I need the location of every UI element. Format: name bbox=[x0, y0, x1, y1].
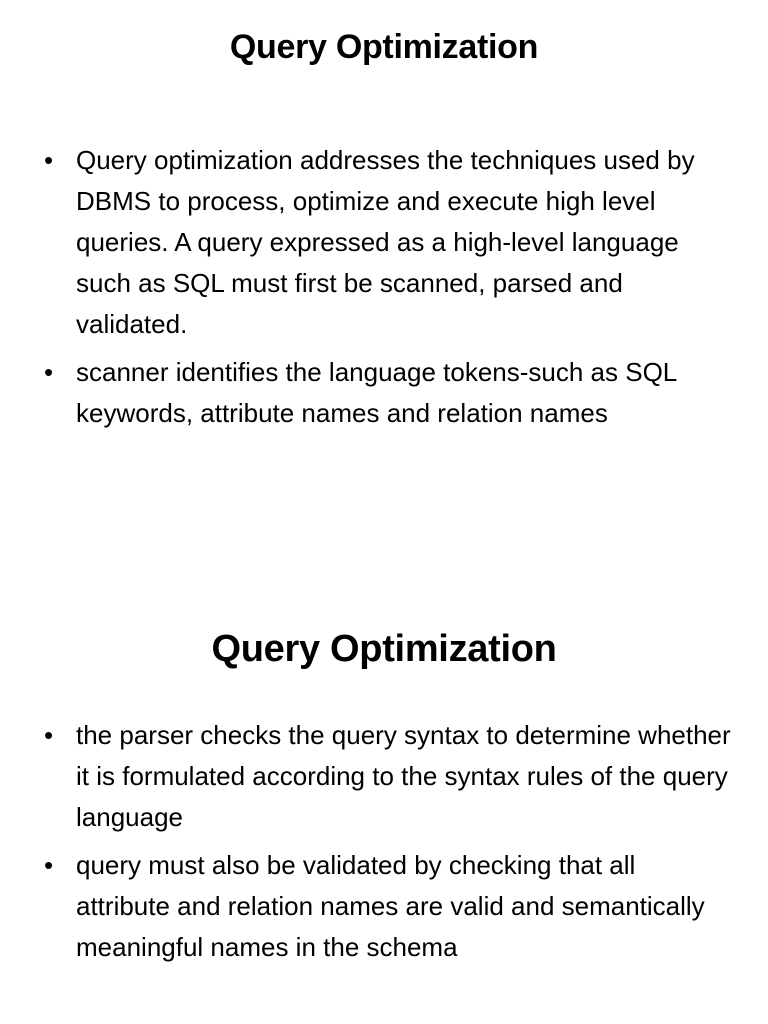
bullet-icon: • bbox=[44, 145, 54, 175]
bullet-text: Query optimization addresses the techniques used by DBMS to process, optimize and execute high level queries. A query expressed as a high-level language such as SQL must first be scanned, parsed and validated. bbox=[76, 145, 695, 339]
bullet-item bbox=[44, 140, 734, 345]
bullet-list bbox=[44, 140, 734, 441]
slide-title: Query Optimization bbox=[229, 28, 539, 66]
bullet-text: the parser checks the query syntax to determine whether it is formulated according to the syntax rules of the query language bbox=[76, 720, 731, 832]
bullet-text: query must also be validated by checking that all attribute and relation names are valid and semantically meaningful names in the schema bbox=[76, 850, 705, 962]
bullet-icon: • bbox=[44, 720, 54, 750]
bullet-item bbox=[44, 352, 734, 434]
slide-title: Query Optimization bbox=[211, 628, 557, 670]
bullet-list bbox=[44, 715, 734, 975]
slide-2 bbox=[0, 600, 768, 1024]
bullet-item bbox=[44, 845, 734, 968]
bullet-icon: • bbox=[44, 357, 54, 387]
bullet-item bbox=[44, 715, 734, 838]
bullet-icon: • bbox=[44, 850, 54, 880]
bullet-text: scanner identifies the language tokens-such as SQL keywords, attribute names and relation names bbox=[76, 357, 677, 428]
